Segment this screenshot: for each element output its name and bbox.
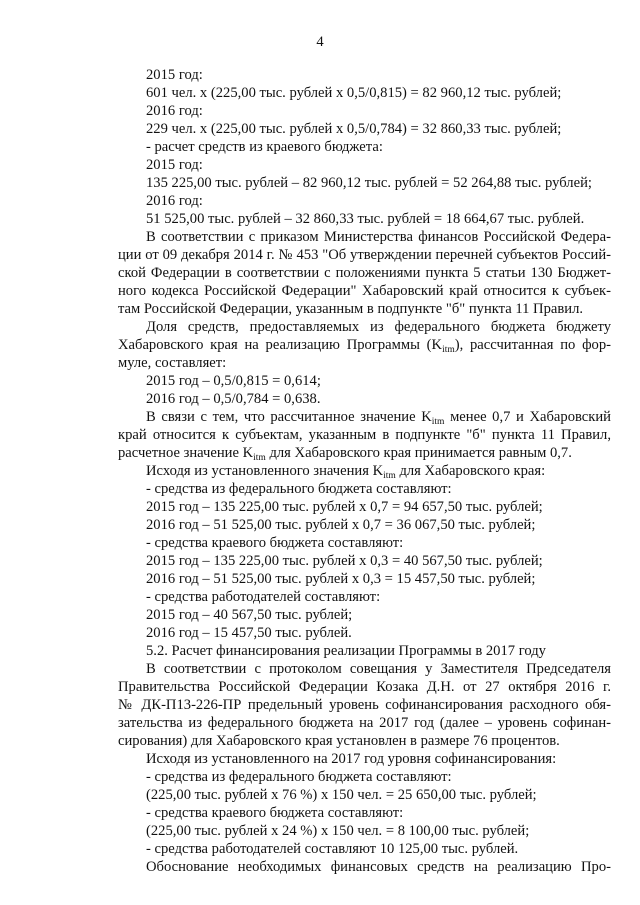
text-line: ного кодекса Российской Федерации" Хабаровский край относится к субъек- xyxy=(118,283,611,299)
text-line: (225,00 тыс. рублей x 24 %) x 150 чел. = 8 100,00 тыс. рублей; xyxy=(146,823,530,839)
text-line: муле, составляет: xyxy=(118,355,227,371)
text-line: 51 525,00 тыс. рублей – 32 860,33 тыс. рублей = 18 664,67 тыс. рублей. xyxy=(146,211,585,227)
text-line: - средства краевого бюджета составляют: xyxy=(146,805,404,821)
text-line: ской Федерации в соответствии с положениями пункта 5 статьи 130 Бюджет- xyxy=(118,265,611,281)
text-line-with-subscript xyxy=(146,462,611,480)
subscript: itm xyxy=(253,453,266,463)
text-line: 2015 год – 135 225,00 тыс. рублей x 0,3 = 40 567,50 тыс. рублей; xyxy=(146,553,543,569)
text-line: 2016 год: xyxy=(146,193,203,209)
text-line: - средства работодателей составляют: xyxy=(146,589,381,605)
text-line-with-subscript xyxy=(146,408,611,426)
text-line: 2015 год – 135 225,00 тыс. рублей x 0,7 = 94 657,50 тыс. рублей; xyxy=(146,499,543,515)
text-line: ции от 09 декабря 2014 г. № 453 "Об утверждении перечней субъектов Россий- xyxy=(118,247,611,263)
subscript: itm xyxy=(442,345,455,355)
text-line: 2015 год: xyxy=(146,67,203,83)
text-fragment: расчетное значение K xyxy=(118,445,254,461)
text-line-with-subscript xyxy=(118,444,611,462)
text-line: - средства работодателей составляют 10 125,00 тыс. рублей. xyxy=(146,841,519,857)
section-heading: 5.2. Расчет финансирования реализации Программы в 2017 году xyxy=(146,643,546,659)
text-line: 2015 год: xyxy=(146,157,203,173)
text-line: Обоснование необходимых финансовых средств на реализацию Про- xyxy=(146,859,611,875)
text-line: 135 225,00 тыс. рублей – 82 960,12 тыс. рублей = 52 264,88 тыс. рублей; xyxy=(146,175,592,191)
text-line: 2016 год – 0,5/0,784 = 0,638. xyxy=(146,391,321,407)
text-fragment: менее 0,7 и Хабаровский xyxy=(444,409,611,425)
text-line-with-subscript xyxy=(118,336,611,354)
text-line: 229 чел. x (225,00 тыс. рублей x 0,5/0,784) = 32 860,33 тыс. рублей; xyxy=(146,121,562,137)
text-line: край относится к субъектам, указанным в подпункте "б" пункта 11 Правил, xyxy=(118,427,611,443)
text-line: 2015 год – 0,5/0,815 = 0,614; xyxy=(146,373,321,389)
text-line: - средства из федерального бюджета составляют: xyxy=(146,481,452,497)
text-line: 2015 год – 40 567,50 тыс. рублей; xyxy=(146,607,353,623)
text-fragment: для Хабаровского края: xyxy=(395,463,546,479)
text-fragment: Исходя из установленного значения K xyxy=(146,463,384,479)
text-line: 2016 год – 51 525,00 тыс. рублей x 0,3 = 15 457,50 тыс. рублей; xyxy=(146,571,536,587)
text-line: № ДК-П13-226-ПР предельный уровень софинансирования расходного обя- xyxy=(118,697,611,713)
text-line: Доля средств, предоставляемых из федерального бюджета бюджету xyxy=(146,319,611,335)
text-line: В соответствии с приказом Министерства финансов Российской Федера- xyxy=(146,229,611,245)
text-line: сирования) для Хабаровского края установлен в размере 76 процентов. xyxy=(118,733,560,749)
text-line: 2016 год: xyxy=(146,103,203,119)
text-line: зательства из федерального бюджета на 2017 год (далее – уровень софинан- xyxy=(118,715,611,731)
text-line: там Российской Федерации, указанным в подпункте "б" пункта 11 Правил. xyxy=(118,301,583,317)
page-number: 4 xyxy=(316,34,324,50)
text-line: Исходя из установленного на 2017 год уровня софинансирования: xyxy=(146,751,557,767)
subscript: itm xyxy=(383,471,396,481)
text-line: 2016 год – 51 525,00 тыс. рублей x 0,7 = 36 067,50 тыс. рублей; xyxy=(146,517,536,533)
subscript: itm xyxy=(431,417,445,427)
text-line: - расчет средств из краевого бюджета: xyxy=(146,139,383,155)
text-fragment: В связи с тем, что рассчитанное значение K xyxy=(146,409,432,425)
text-line: (225,00 тыс. рублей x 76 %) x 150 чел. = 25 650,00 тыс. рублей; xyxy=(146,787,537,803)
text-fragment: Хабаровского края на реализацию Программы (K xyxy=(118,337,443,353)
text-fragment: ), рассчитанная по фор- xyxy=(454,337,611,353)
text-line: В соответствии с протоколом совещания у Заместителя Председателя xyxy=(146,661,611,677)
text-line: Правительства Российской Федерации Козака Д.Н. от 27 октября 2016 г. xyxy=(118,679,611,695)
text-line: - средства из федерального бюджета составляют: xyxy=(146,769,452,785)
text-line: - средства краевого бюджета составляют: xyxy=(146,535,404,551)
text-line: 601 чел. x (225,00 тыс. рублей x 0,5/0,815) = 82 960,12 тыс. рублей; xyxy=(146,85,562,101)
text-line: 2016 год – 15 457,50 тыс. рублей. xyxy=(146,625,352,641)
text-fragment: для Хабаровского края принимается равным 0,7. xyxy=(265,445,572,461)
